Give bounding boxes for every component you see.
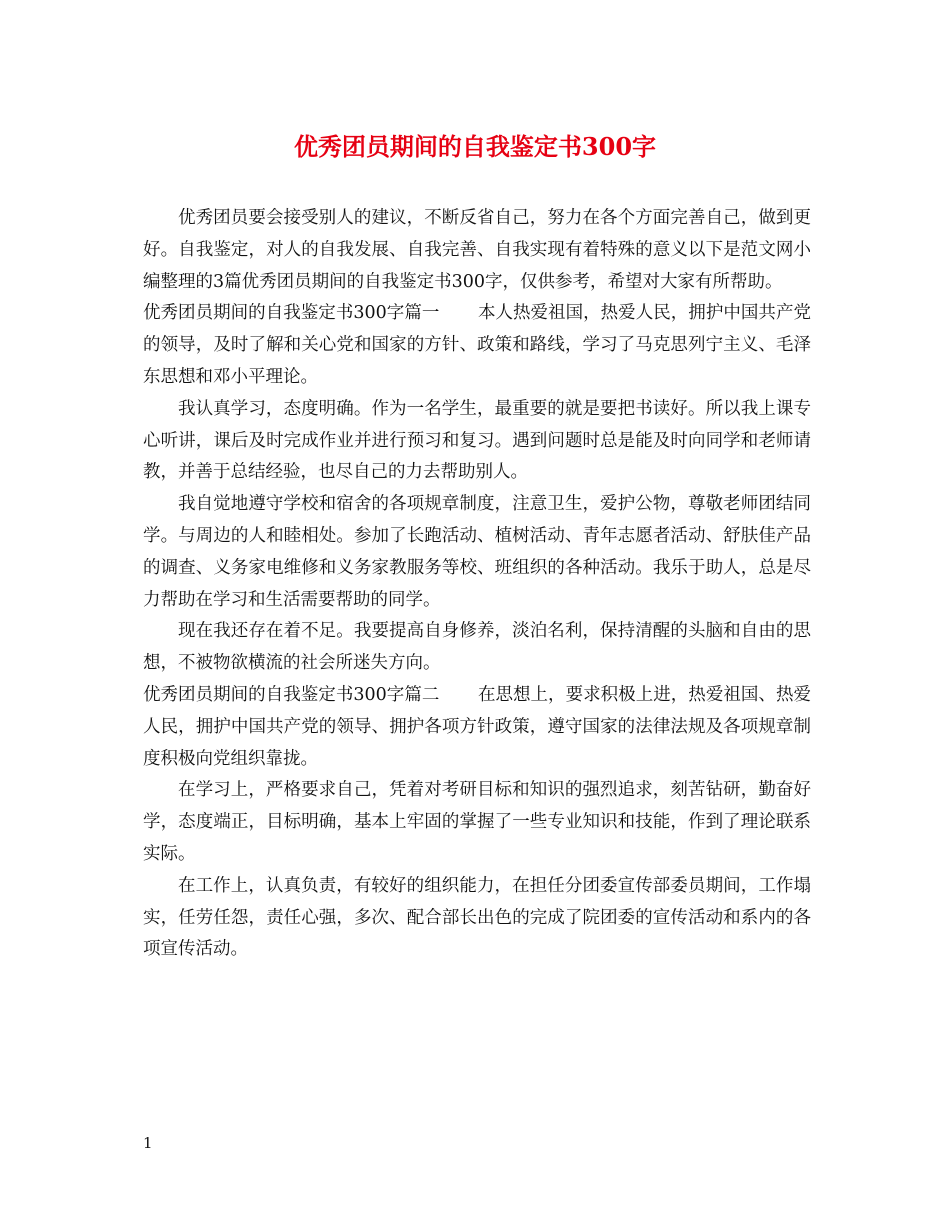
section-text: 本人热爱祖国，热爱人民，拥护中国共产党的领导，及时了解和关心党和国家的方针、政策和路线，学习了马克思列宁主义、毛泽东思想和邓小平理论。	[143, 303, 811, 387]
paragraph-intro: 优秀团员要会接受别人的建议，不断反省自己，努力在各个方面完善自己，做到更好。自我鉴定，对人的自我发展、自我完善、自我实现有着特殊的意义以下是范文网小编整理的3篇优秀团员期间的自我鉴定书300字，仅供参考，希望对大家有所帮助。	[143, 208, 811, 292]
paragraph-section-one	[143, 298, 811, 393]
paragraph-study: 我认真学习，态度明确。作为一名学生，最重要的就是要把书读好。所以我上课专心听讲，课后及时完成作业并进行预习和复习。遇到问题时总是能及时向同学和老师请教，并善于总结经验，也尽自己的力去帮助别人。	[143, 398, 811, 483]
paragraph-work: 在工作上，认真负责，有较好的组织能力，在担任分团委宣传部委员期间，工作塌实，任劳任怨，责任心强，多次、配合部长出色的完成了院团委的宣传活动和系内的各项宣传活动。	[143, 875, 811, 960]
paragraph-discipline: 我自觉地遵守学校和宿舍的各项规章制度，注意卫生，爱护公物，尊敬老师团结同学。与周边的人和睦相处。参加了长跑活动、植树活动、青年志愿者活动、舒肤佳产品的调查、义务家电维修和义务家教服务等校、班组织的各种活动。我乐于助人，总是尽力帮助在学习和生活需要帮助的同学。	[143, 494, 811, 610]
paragraph-section-two	[143, 680, 811, 775]
document-title: 优秀团员期间的自我鉴定书300字	[293, 132, 657, 161]
paragraph-learning: 在学习上，严格要求自己，凭着对考研目标和知识的强烈追求，刻苦钻研，勤奋好学，态度端正，目标明确，基本上牢固的掌握了一些专业知识和技能，作到了理论联系实际。	[143, 780, 811, 864]
page-number: 1	[143, 1134, 153, 1152]
section-heading: 优秀团员期间的自我鉴定书300字篇二	[143, 684, 440, 705]
document-body	[143, 203, 811, 966]
section-heading: 优秀团员期间的自我鉴定书300字篇一	[143, 303, 440, 324]
paragraph-shortcomings: 现在我还存在着不足。我要提高自身修养，淡泊名利，保持清醒的头脑和自由的思想，不被物欲横流的社会所迷失方向。	[143, 621, 811, 674]
section-text: 在思想上，要求积极上进，热爱祖国、热爱人民，拥护中国共产党的领导、拥护各项方针政策，遵守国家的法律法规及各项规章制度积极向党组织靠拢。	[143, 684, 811, 769]
